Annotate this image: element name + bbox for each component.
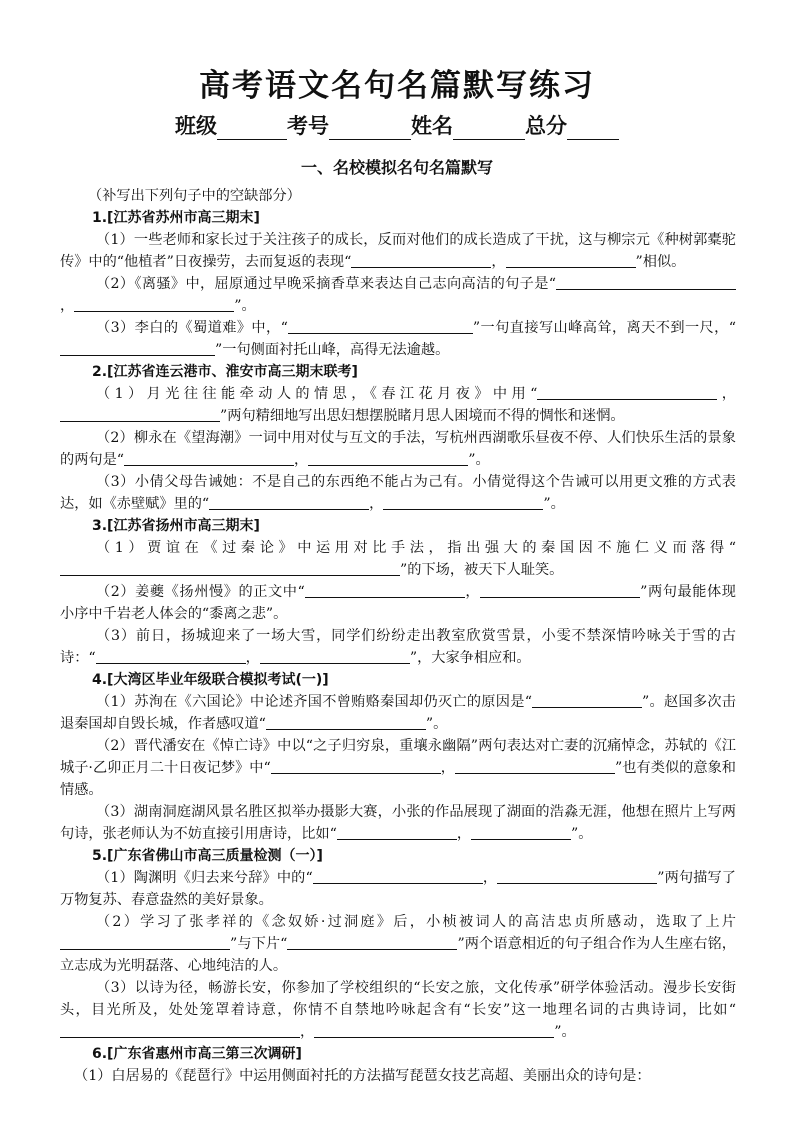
- answer-blank[interactable]: [287, 934, 457, 950]
- question-item: （3）前日，扬城迎来了一场大雪，同学们纷纷走出教室欣赏雪景，小雯不禁深情吟咏关于雪的古诗：“ ， ”，大家争相应和。: [60, 628, 736, 666]
- question-heading: 4.[大湾区毕业年级联合模拟考试(一)]: [92, 672, 329, 688]
- class-blank[interactable]: [217, 119, 287, 140]
- answer-blank[interactable]: [455, 758, 615, 774]
- question-item: （2）《离骚》中，屈原通过早晚采摘香草来表达自己志向高洁的句子是“， ”。: [60, 273, 736, 317]
- question-heading: 1.[江苏省苏州市高三期末]: [92, 210, 260, 226]
- answer-blank[interactable]: [209, 494, 369, 510]
- instruction-note: （补写出下列句子中的空缺部分）: [88, 188, 301, 204]
- answer-blank[interactable]: [537, 384, 717, 400]
- student-info-line: [0, 110, 794, 140]
- question-item: （3）湖南洞庭湖风景名胜区拟举办摄影大赛，小张的作品展现了湖面的浩淼无涯，他想在照片上写两句诗，张老师认为不妨直接引用唐诗，比如“ ， ”。: [60, 804, 736, 842]
- page-title: 高考语文名句名篇默写练习: [199, 68, 595, 104]
- answer-blank[interactable]: [60, 406, 220, 422]
- question-heading: 2.[江苏省连云港市、淮安市高三期末联考]: [92, 364, 358, 380]
- question-item: （2）姜夔《扬州慢》的正文中“ ， ”两句最能体现小序中千岩老人体会的“黍离之悲”。: [60, 584, 736, 622]
- answer-blank[interactable]: [305, 582, 465, 598]
- number-label: 考号: [287, 114, 329, 138]
- answer-blank[interactable]: [383, 494, 543, 510]
- question-item: （1）白居易的《琵琶行》中运用侧面衬托的方法描写琵琶女技艺高超、美丽出众的诗句是：: [74, 1068, 651, 1084]
- answer-blank[interactable]: [60, 934, 230, 950]
- answer-blank[interactable]: [288, 318, 473, 334]
- answer-blank[interactable]: [74, 296, 234, 312]
- answer-blank[interactable]: [271, 758, 441, 774]
- question-item: （2）晋代潘安在《悼亡诗》中以“之子归穷泉，重壤永幽隔”两句表达对亡妻的沉痛悼念，苏轼的《江城子·乙卯正月二十日夜记梦》中“ ， ”也有类似的意象和情感。: [60, 738, 736, 798]
- answer-blank[interactable]: [124, 450, 294, 466]
- question-item: （3）以诗为径，畅游长安，你参加了学校组织的“长安之旅，文化传承”研学体验活动。漫步长安街头，目光所及，处处笼罩着诗意，你情不自禁地吟咏起含有“长安”这一地理名词的古典诗词，比如“， ”。: [60, 980, 736, 1040]
- answer-blank[interactable]: [314, 1022, 554, 1038]
- name-blank[interactable]: [453, 119, 525, 140]
- question-item: （1）苏洵在《六国论》中论述齐国不曾贿赂秦国却仍灭亡的原因是“ ”。赵国多次击退秦国却自毁长城，作者感叹道“ ”。: [60, 694, 736, 732]
- answer-blank[interactable]: [96, 648, 246, 664]
- answer-blank[interactable]: [471, 824, 571, 840]
- question-heading: 6.[广东省惠州市高三第三次调研]: [92, 1046, 302, 1062]
- answer-blank[interactable]: [260, 648, 410, 664]
- question-item: （1）贾谊在《过秦论》中运用对比手法，指出强大的秦国因不施仁义而落得“”的下场，被天下人耻笑。: [60, 537, 736, 581]
- answer-blank[interactable]: [60, 1022, 300, 1038]
- answer-blank[interactable]: [337, 824, 457, 840]
- question-heading: 3.[江苏省扬州市高三期末]: [92, 518, 260, 534]
- answer-blank[interactable]: [60, 560, 400, 576]
- class-label: 班级: [175, 114, 217, 138]
- question-item: （1）一些老师和家长过于关注孩子的成长，反而对他们的成长造成了干扰，这与柳宗元《种树郭橐驼传》中的“他植者”日夜操劳，去而复返的表现“ ， ”相似。: [60, 232, 736, 270]
- question-item: （3）李白的《蜀道难》中，“ ”一句直接写山峰高耸，离天不到一尺，“”一句侧面衬托山峰，高得无法逾越。: [60, 317, 736, 361]
- answer-blank[interactable]: [60, 340, 215, 356]
- answer-blank[interactable]: [506, 252, 636, 268]
- question-item: （2）柳永在《望海潮》一词中用对仗与互文的手法，写杭州西湖歌乐昼夜不停、人们快乐生活的景象的两句是“ ， ”。: [60, 430, 736, 468]
- answer-blank[interactable]: [532, 692, 642, 708]
- answer-blank[interactable]: [308, 450, 468, 466]
- section-title: 一、名校模拟名句名篇默写: [300, 158, 493, 177]
- question-heading: 5.[广东省佛山市高三质量检测（一）]: [92, 848, 323, 864]
- score-label: 总分: [525, 114, 567, 138]
- answer-blank[interactable]: [497, 868, 657, 884]
- answer-blank[interactable]: [313, 868, 483, 884]
- question-item: （1）月光往往能牵动人的情思，《春江花月夜》中用“ ，”两句精细地写出思妇想摆脱睹月思人困境而不得的惆怅和迷惘。: [60, 383, 736, 427]
- number-blank[interactable]: [329, 119, 411, 140]
- question-item: （2）学习了张孝祥的《念奴娇·过洞庭》后，小桢被词人的高洁忠贞所感动，选取了上片”与下片“ ”两个语意相近的句子组合作为人生座右铭，立志成为光明磊落、心地纯洁的人。: [60, 914, 736, 974]
- answer-blank[interactable]: [556, 274, 736, 290]
- answer-blank[interactable]: [266, 714, 426, 730]
- answer-blank[interactable]: [480, 582, 640, 598]
- question-item: （1）陶渊明《归去来兮辞》中的“ ， ”两句描写了万物复苏、春意盎然的美好景象。: [60, 870, 736, 908]
- answer-blank[interactable]: [351, 252, 491, 268]
- score-blank[interactable]: [567, 119, 619, 140]
- name-label: 姓名: [411, 114, 453, 138]
- questions-body: [60, 185, 736, 1087]
- question-item: （3）小倩父母告诫她：不是自己的东西绝不能占为己有。小倩觉得这个告诫可以用更文雅的方式表达，如《赤壁赋》里的“ ， ”。: [60, 474, 736, 512]
